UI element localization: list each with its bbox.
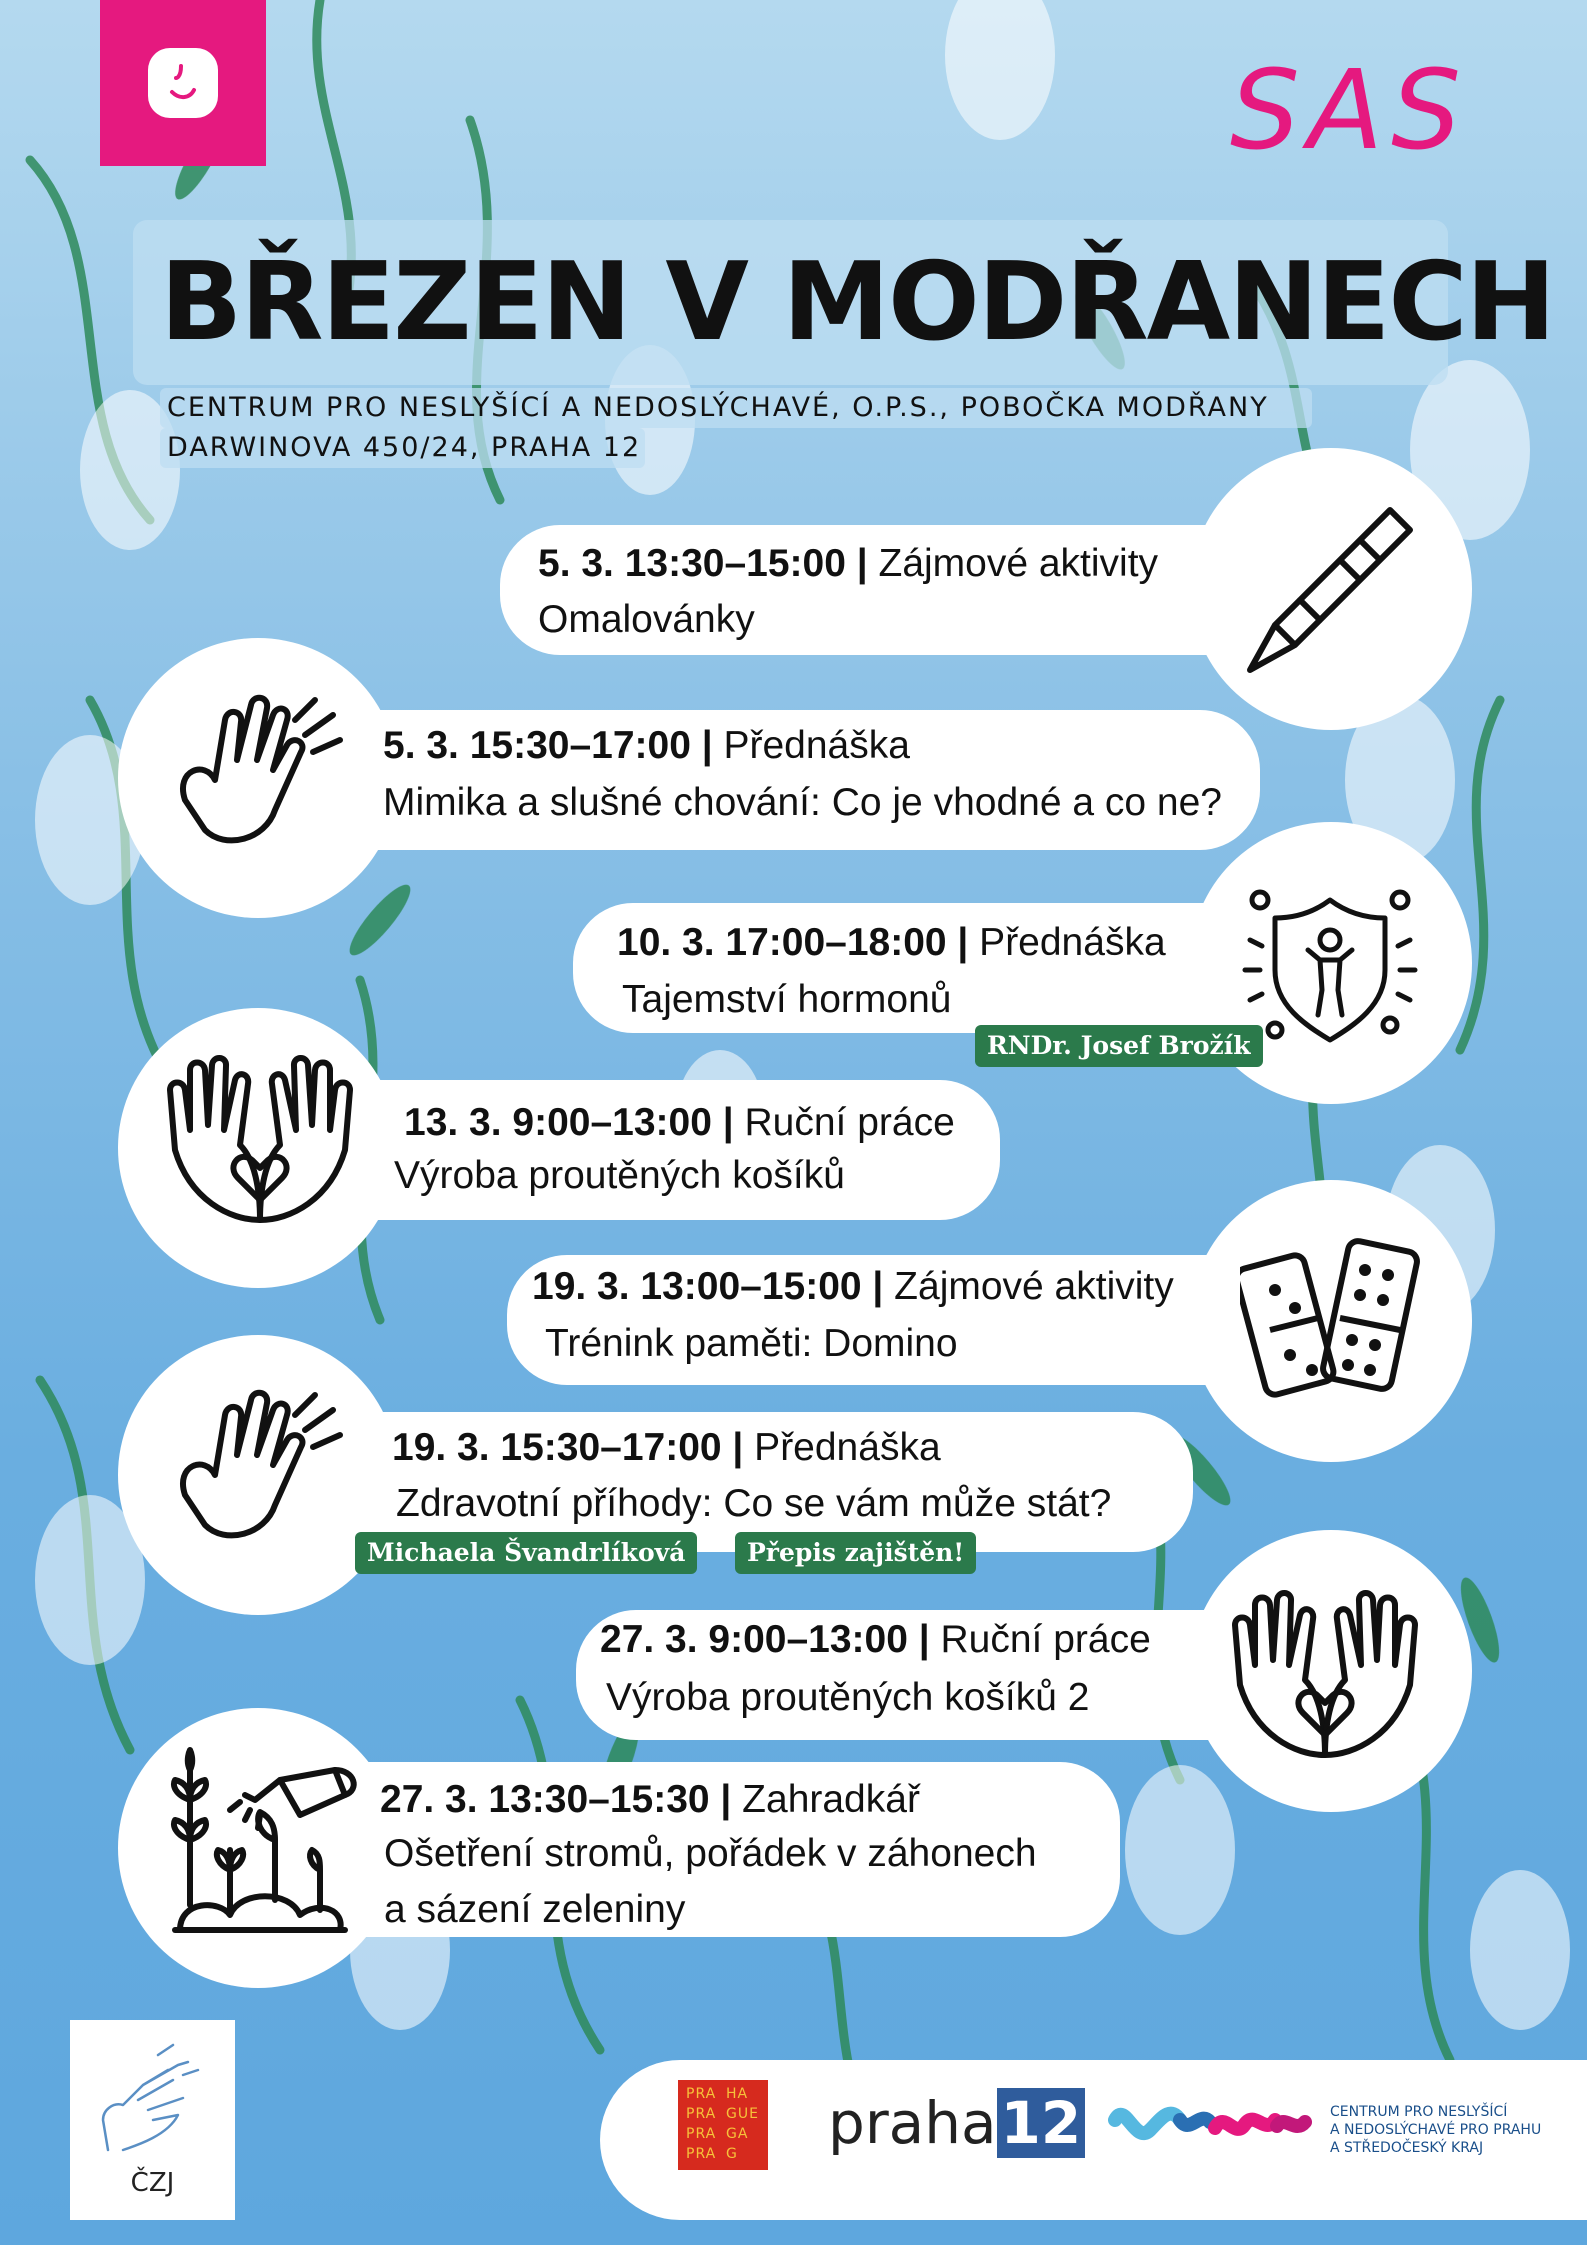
waving-hands-icon: [165, 1375, 355, 1569]
event-title-5: Trénink paměti: Domino: [545, 1322, 958, 1365]
event-category: Zahradkář: [731, 1778, 920, 1821]
praha-logo-text: PRA: [686, 2146, 717, 2162]
event-datetime: 10. 3. 17:00–18:00 |: [617, 921, 969, 964]
praha-city-logo: [678, 2080, 768, 2170]
event-datetime: 5. 3. 13:30–15:00 |: [538, 542, 868, 585]
event-heading-5: [532, 1259, 1174, 1314]
org-name-line-3: A STŘEDOČESKÝ KRAJ: [1330, 2140, 1484, 2156]
event-title-2: Mimika a slušné chování: Co je vhodné a co ne?: [383, 781, 1222, 824]
event-title-6: Zdravotní příhody: Co se vám může stát?: [396, 1482, 1112, 1525]
praha-logo-text: GA: [726, 2126, 749, 2142]
czj-badge: [70, 2020, 235, 2220]
event-datetime: 13. 3. 9:00–13:00 |: [404, 1101, 734, 1144]
transcript-tag: Přepis zajištěn!: [735, 1532, 976, 1574]
praha-logo-text: PRA: [686, 2106, 717, 2122]
event-title-8: Ošetření stromů, pořádek v záhonech: [384, 1832, 1037, 1875]
czj-label: ČZJ: [130, 2168, 175, 2198]
event-category: Přednáška: [968, 921, 1166, 964]
praha12-logo: [828, 2088, 1085, 2158]
organization-logo: [100, 0, 266, 166]
page-title: BŘEZEN V MODŘANECH: [160, 240, 1554, 365]
domino-icon: [1240, 1230, 1420, 1414]
event-datetime: 19. 3. 15:30–17:00 |: [392, 1426, 744, 1469]
event-category: Přednáška: [743, 1426, 941, 1469]
event-category: Zájmové aktivity: [883, 1265, 1174, 1308]
event-heading-3: [617, 915, 1166, 970]
event-heading-4: [404, 1095, 955, 1150]
event-datetime: 27. 3. 13:30–15:30 |: [380, 1778, 732, 1821]
cnn-wave-logo-icon: [1105, 2090, 1315, 2164]
praha12-number: 12: [997, 2088, 1086, 2158]
event-category: Ruční práce: [929, 1618, 1151, 1661]
event-heading-8: [380, 1772, 920, 1827]
praha-logo-text: PRA: [686, 2126, 717, 2142]
hands-heart-icon: [1225, 1585, 1425, 1779]
event-heading-7: [600, 1612, 1151, 1667]
sas-logo-text: SAS: [1230, 46, 1469, 174]
praha-logo-text: PRA: [686, 2086, 717, 2102]
event-title-8-line-2: a sázení zeleniny: [384, 1888, 686, 1931]
event-title-1: Omalovánky: [538, 598, 755, 641]
event-datetime: 27. 3. 9:00–13:00 |: [600, 1618, 930, 1661]
event-category: Přednáška: [712, 724, 910, 767]
waving-hands-icon: [165, 680, 355, 874]
speaker-tag: Michaela Švandrlíková: [355, 1532, 697, 1574]
strong-person-shield-icon: [1240, 880, 1420, 1054]
event-title-7: Výroba proutěných košíků 2: [606, 1676, 1090, 1719]
org-name-line-2: A NEDOSLÝCHAVÉ PRO PRAHU: [1330, 2122, 1542, 2138]
event-datetime: 5. 3. 15:30–17:00 |: [383, 724, 713, 767]
event-datetime: 19. 3. 13:00–15:00 |: [532, 1265, 884, 1308]
event-title-4: Výroba proutěných košíků: [394, 1154, 845, 1197]
praha-logo-text: GUE: [726, 2106, 759, 2122]
event-category: Zájmové aktivity: [867, 542, 1159, 585]
praha12-word: praha: [828, 2089, 997, 2157]
event-heading-2: [383, 718, 910, 773]
speaker-tag: RNDr. Josef Brožík: [975, 1025, 1263, 1067]
subtitle-line-2: DARWINOVA 450/24, PRAHA 12: [167, 432, 642, 463]
sign-language-hands-icon: [98, 2040, 208, 2164]
event-title-3: Tajemství hormonů: [622, 978, 952, 1021]
event-heading-6: [392, 1420, 941, 1475]
org-name-line-1: CENTRUM PRO NESLYŠÍCÍ: [1330, 2104, 1508, 2120]
praha-logo-text: HA: [726, 2086, 749, 2102]
subtitle-line-1: CENTRUM PRO NESLYŠÍCÍ A NEDOSLÝCHAVÉ, O.P.S., POBOČKA MODŘANY: [167, 392, 1269, 423]
crayon-icon: [1240, 500, 1420, 684]
event-heading-1: [538, 536, 1158, 591]
praha-logo-text: G: [726, 2146, 738, 2162]
smile-face-icon: [148, 48, 218, 118]
event-category: Ruční práce: [733, 1101, 955, 1144]
org-name: [1330, 2103, 1541, 2157]
hands-heart-icon: [160, 1050, 360, 1244]
garden-watering-icon: [160, 1740, 360, 1944]
